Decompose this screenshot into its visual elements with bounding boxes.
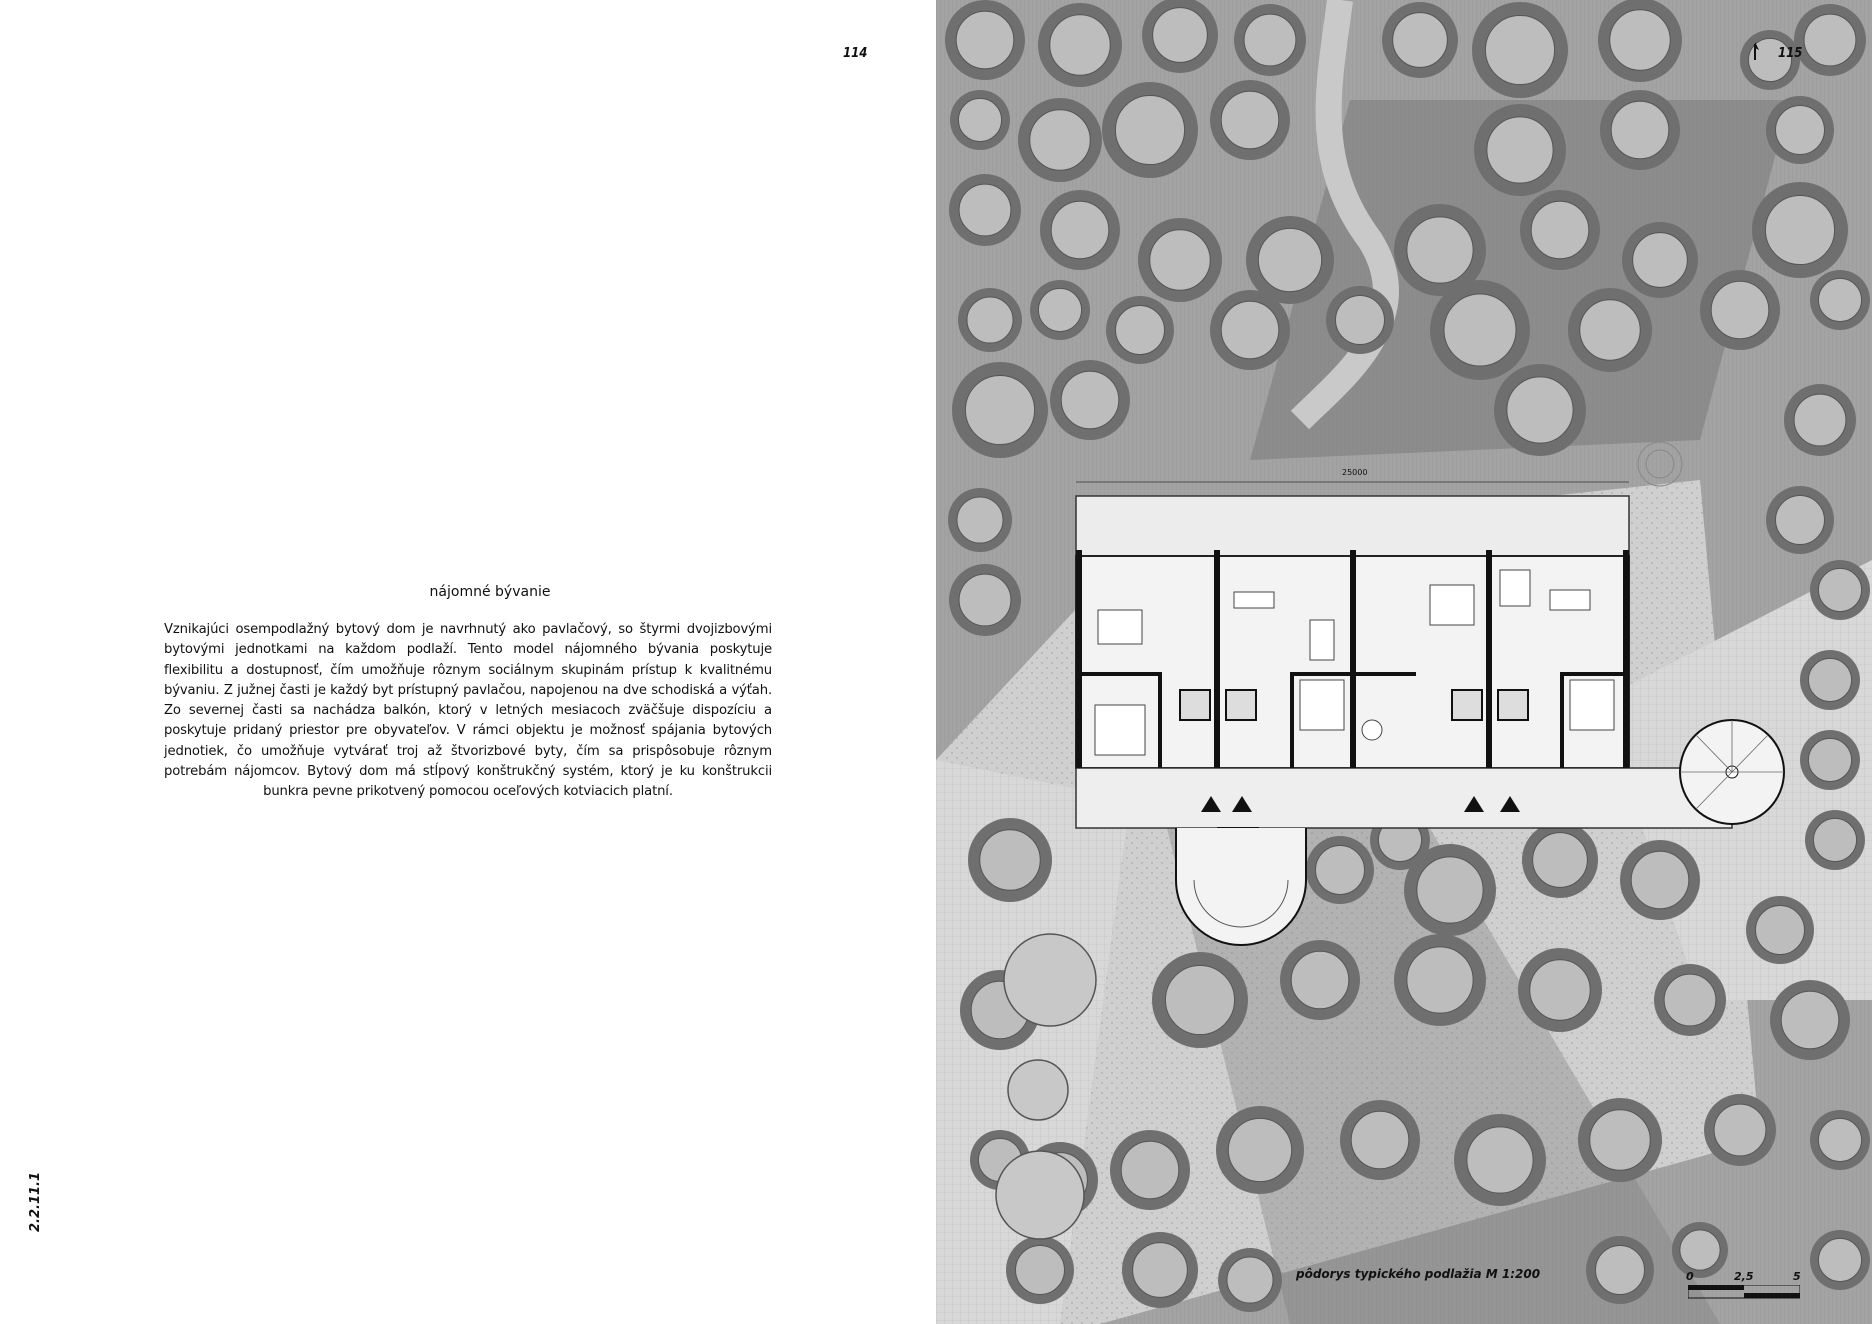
section-code: 2.2.11.1 bbox=[28, 1171, 43, 1232]
drawing-caption: pôdorys typického podlažia M 1:200 bbox=[1296, 1267, 1541, 1281]
south-gallery bbox=[1076, 768, 1732, 828]
scale-bar bbox=[1688, 1285, 1800, 1299]
scale-label-5: 5 bbox=[1793, 1270, 1801, 1283]
north-balcony bbox=[1076, 496, 1629, 556]
article-heading: nájomné bývanie bbox=[429, 584, 551, 600]
page-number-left: 114 bbox=[843, 46, 868, 61]
scale-label-0: 0 bbox=[1686, 1270, 1694, 1283]
dimension-label: 25000 bbox=[1342, 468, 1368, 477]
scale-label-2-5: 2,5 bbox=[1734, 1270, 1754, 1283]
article-body: Vznikajúci osempodlažný bytový dom je navrhnutý ako pavlačový, so štyrmi dvojizbovými bytovými jednotkami na každom podlaží. Tento model nájomného bývania poskytuje flexibilitu a dostupnosť, čím umožňuje rôznym sociálnym skupinám prístup k kvalitnému bývaniu. Z južnej časti je každý byt prístupný pavlačou, napojenou na dve schodiská a výťah. Zo severnej časti sa nachádza balkón, ktorý v letných mesiacoch zväčšuje dispozíciu a poskytuje pridaný priestor pre obyvateľov. V rámci objektu je možnosť spájania bytových jednotiek, čo umožňuje vytvárať troj až štvorizbové byty, čím sa prispôsobuje rôznym potrebám nájomcov. Bytový dom má stĺpový konštrukčný systém, ktorý je ku konštrukcii bunkra pevne prikotvený pomocou oceľových kotviacich platní. bbox=[164, 622, 772, 800]
page-number-right: 115 bbox=[1778, 46, 1803, 61]
